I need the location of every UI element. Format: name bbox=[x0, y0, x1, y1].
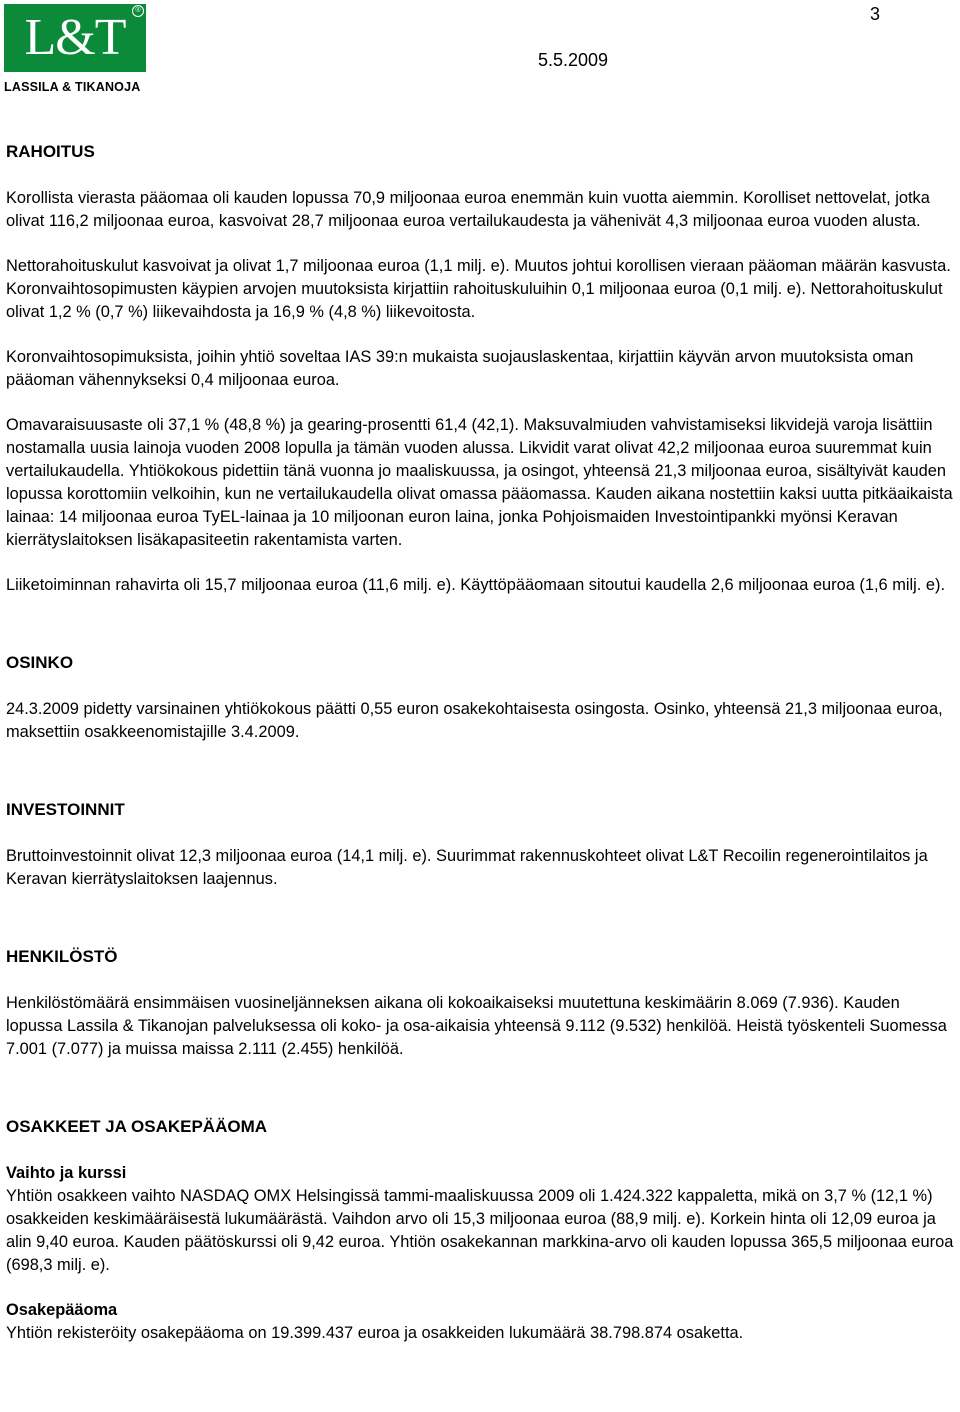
rahoitus-paragraph-4: Omavaraisuusaste oli 37,1 % (48,8 %) ja gearing-prosentti 61,4 (42,1). Maksuvalmiuden vahvistamiseksi likvidejä varoja lisättiin nostamalla uusia lainoja vuoden 2008 lopulla ja tämän vuoden alussa. Likvidit varat olivat 42,2 miljoonaa euroa suuremmat kuin vertailukaudella. Yhtiökokous pidettiin tänä vuonna jo maaliskuussa, ja osingot, yhteensä 21,3 miljoonaa euroa, sisältyivät kauden lopussa korottomiin velkoihin, kun ne vertailukaudella olivat omassa pääomassa. Kauden aikana nostettiin kaksi uutta pitkäaikaista lainaa: 14 miljoonaa euroa TyEL-lainaa ja 10 miljoonan euron laina, jonka Pohjoismaiden Investointipankki myönsi Keravan kierrätyslaitoksen lisäkapasiteetin rakentamista varten. bbox=[6, 416, 953, 549]
rahoitus-paragraph-1: Korollista vierasta pääomaa oli kauden lopussa 70,9 miljoonaa euroa enemmän kuin vuotta aiemmin. Korolliset nettovelat, jotka olivat 116,2 miljoonaa euroa, kasvoivat 28,7 miljoonaa euroa vertailukaudesta ja vähenivät 4,3 miljoonaa euroa vuoden alusta. bbox=[6, 189, 930, 230]
subheading-vaihto-ja-kurssi: Vaihto ja kurssi bbox=[6, 1164, 127, 1182]
rahoitus-paragraph-3: Koronvaihtosopimuksista, joihin yhtiö soveltaa IAS 39:n mukaista suojauslaskentaa, kirjattiin käyvän arvon muutoksista oman pääoman vähennykseksi 0,4 miljoonaa euroa. bbox=[6, 348, 914, 389]
investoinnit-paragraph: Bruttoinvestoinnit olivat 12,3 miljoonaa euroa (14,1 milj. e). Suurimmat rakennuskohteet olivat L&T Recoilin regenerointilaitos ja Keravan kierrätyslaitoksen laajennus. bbox=[6, 847, 928, 888]
section-title-investoinnit: INVESTOINNIT bbox=[6, 800, 125, 819]
section-title-rahoitus: RAHOITUS bbox=[6, 142, 95, 161]
report-date: 5.5.2009 bbox=[538, 50, 609, 70]
registered-mark: ® bbox=[132, 5, 144, 17]
section-title-osinko: OSINKO bbox=[6, 653, 74, 672]
section-title-osakkeet: OSAKKEET JA OSAKEPÄÄOMA bbox=[6, 1117, 268, 1136]
subheading-osakepaaoma: Osakepääoma bbox=[6, 1301, 118, 1319]
logo-lt-text: L&T bbox=[24, 9, 126, 66]
osinko-paragraph: 24.3.2009 pidetty varsinainen yhtiökokous päätti 0,55 euron osakekohtaisesta osingosta. Osinko, yhteensä 21,3 miljoonaa euroa, maksettiin osakkeenomistajille 3.4.2009. bbox=[6, 700, 943, 741]
logo-green-box bbox=[4, 4, 146, 72]
rahoitus-paragraph-5: Liiketoiminnan rahavirta oli 15,7 miljoonaa euroa (11,6 milj. e). Käyttöpääomaan sitoutui kaudella 2,6 miljoonaa euroa (1,6 milj. e). bbox=[6, 576, 946, 594]
osakkeet-paragraph-2: Yhtiön rekisteröity osakepääoma on 19.399.437 euroa ja osakkeiden lukumäärä 38.798.874 osaketta. bbox=[6, 1324, 744, 1342]
logo-company-name: LASSILA & TIKANOJA bbox=[4, 80, 141, 94]
page-number: 3 bbox=[870, 4, 881, 24]
section-title-henkilosto: HENKILÖSTÖ bbox=[6, 947, 118, 966]
document-body bbox=[6, 140, 954, 1345]
company-logo bbox=[4, 4, 146, 96]
osakkeet-paragraph-1: Yhtiön osakkeen vaihto NASDAQ OMX Helsingissä tammi-maaliskuussa 2009 oli 1.424.322 kappaletta, mikä on 3,7 % (12,1 %) osakkeiden keskimääräisestä lukumäärästä. Vaihdon arvo oli 15,3 miljoonaa euroa (88,9 milj. e). Korkein hinta oli 12,09 euroa ja alin 9,40 euroa. Kauden päätöskurssi oli 9,42 euroa. Yhtiön osakekannan markkina-arvo oli kauden lopussa 365,5 miljoonaa euroa (698,3 milj. e). bbox=[6, 1187, 954, 1274]
rahoitus-paragraph-2: Nettorahoituskulut kasvoivat ja olivat 1,7 miljoonaa euroa (1,1 milj. e). Muutos johtui korollisen vieraan pääoman määrän kasvusta. Koronvaihtosopimusten käypien arvojen muutoksista kirjattiin rahoituskuluihin 0,1 miljoonaa euroa (0,1 milj. e). Nettorahoituskulut olivat 1,2 % (0,7 %) liikevaihdosta ja 16,9 % (4,8 %) liikevoitosta. bbox=[6, 257, 951, 321]
henkilosto-paragraph: Henkilöstömäärä ensimmäisen vuosineljänneksen aikana oli kokoaikaiseksi muutettuna keskimäärin 8.069 (7.936). Kauden lopussa Lassila & Tikanojan palveluksessa oli koko- ja osa-aikaisia yhteensä 9.112 (9.532) henkilöä. Heistä työskenteli Suomessa 7.001 (7.077) ja muissa maissa 2.111 (2.455) henkilöä. bbox=[6, 994, 947, 1058]
